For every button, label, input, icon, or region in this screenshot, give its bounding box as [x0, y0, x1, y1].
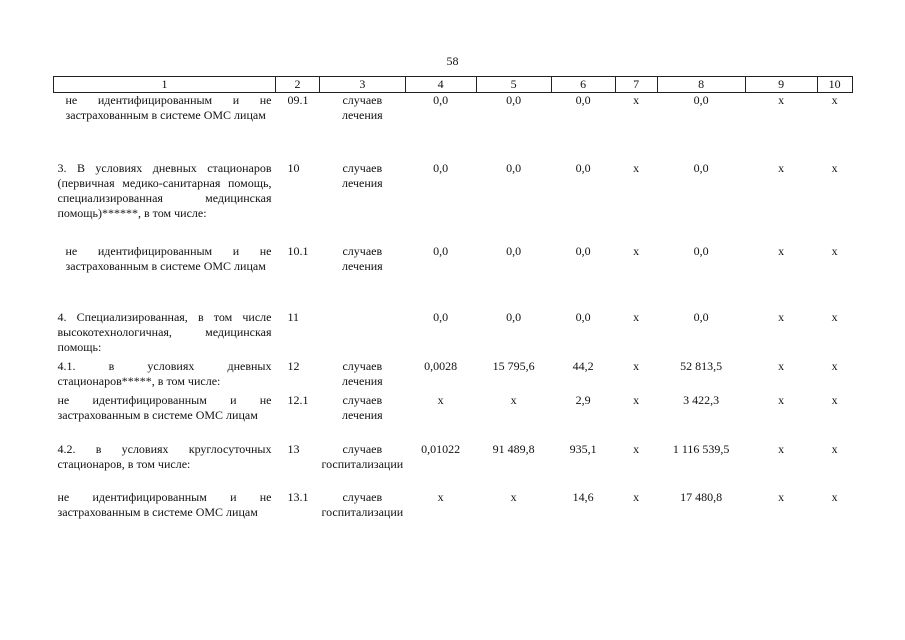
row-value: 0,0	[433, 160, 449, 175]
row-value: x	[633, 441, 640, 456]
row-value: x	[778, 392, 785, 407]
row-value: 15 795,6	[492, 358, 535, 373]
row-value: x	[633, 309, 640, 324]
row-value: x	[778, 93, 785, 107]
row-unit: случаев госпитализации	[321, 441, 404, 471]
column-header: 9	[745, 77, 817, 93]
row-description: 4.1. в условиях дневных стационаров*****, в том числе:	[57, 358, 272, 388]
column-header: 6	[551, 77, 615, 93]
row-value: 0,0	[575, 93, 591, 107]
table-row	[54, 310, 853, 359]
row-value: x	[633, 358, 640, 373]
table-row	[54, 490, 853, 538]
row-unit: случаев лечения	[341, 392, 383, 422]
row-value: 0,0	[433, 93, 449, 107]
row-code: 13	[287, 441, 300, 456]
row-code: 10	[287, 160, 300, 175]
row-unit: случаев лечения	[341, 93, 383, 122]
row-value: 0,0	[693, 160, 709, 175]
row-unit: случаев лечения	[341, 358, 383, 388]
row-description: не идентифицированным и не застрахованным в системе ОМС лицам	[65, 93, 272, 122]
table-row	[54, 161, 853, 244]
row-description: не идентифицированным и не застрахованным в системе ОМС лицам	[57, 489, 272, 519]
row-value: 44,2	[572, 358, 594, 373]
row-value: 0,0	[575, 243, 591, 258]
page-number: 58	[446, 54, 459, 68]
row-value: 91 489,8	[492, 441, 535, 456]
data-table	[53, 76, 853, 538]
row-value: x	[633, 243, 640, 258]
row-value: x	[831, 309, 838, 324]
row-value: x	[778, 160, 785, 175]
row-value: x	[510, 489, 517, 504]
table-row	[54, 393, 853, 442]
row-value: x	[633, 392, 640, 407]
row-value: x	[510, 392, 517, 407]
row-value: x	[778, 309, 785, 324]
row-value: 0,0	[693, 309, 709, 324]
row-value: x	[831, 243, 838, 258]
table-row	[54, 244, 853, 310]
row-description: 3. В условиях дневных стационаров (первичная медико-санитарная помощь, специализированная медицинская помощь)******, в том числе:	[57, 160, 272, 220]
row-value: 0,0028	[424, 358, 458, 373]
row-value: 2,9	[575, 392, 591, 407]
row-value: 0,0	[693, 243, 709, 258]
row-value: 0,0	[575, 160, 591, 175]
table-row	[54, 442, 853, 490]
row-value: x	[633, 160, 640, 175]
column-header: 2	[276, 77, 320, 93]
row-value: x	[778, 358, 785, 373]
column-header: 1	[54, 77, 276, 93]
row-value: 14,6	[572, 489, 594, 504]
row-unit: случаев лечения	[341, 160, 383, 190]
row-value: x	[831, 160, 838, 175]
row-value: 0,0	[693, 93, 709, 107]
row-value: 0,0	[433, 243, 449, 258]
row-unit: случаев лечения	[341, 243, 383, 273]
table-header-row	[54, 77, 853, 93]
row-value: 17 480,8	[680, 489, 723, 504]
row-value: 0,0	[506, 93, 522, 107]
row-value: 935,1	[569, 441, 597, 456]
row-value: x	[831, 441, 838, 456]
row-value: 0,0	[506, 160, 522, 175]
row-code: 12	[287, 358, 300, 373]
row-value: x	[831, 392, 838, 407]
row-value: x	[831, 358, 838, 373]
row-value: x	[778, 441, 785, 456]
column-header: 5	[476, 77, 551, 93]
row-value: x	[633, 93, 640, 107]
row-value: 1 116 539,5	[672, 441, 730, 456]
table-row	[54, 359, 853, 393]
row-value: x	[437, 392, 444, 407]
row-code: 11	[287, 309, 300, 324]
row-description: не идентифицированным и не застрахованным в системе ОМС лицам	[57, 392, 272, 422]
row-value: 52 813,5	[680, 358, 723, 373]
row-code: 09.1	[287, 93, 309, 107]
column-header: 8	[657, 77, 745, 93]
row-description: 4. Специализированная, в том числе высокотехнологичная, медицинская помощь:	[57, 309, 272, 354]
row-value: 0,01022	[421, 441, 461, 456]
row-value: 0,0	[575, 309, 591, 324]
row-value: 3 422,3	[683, 392, 720, 407]
row-value: x	[831, 489, 838, 504]
row-description: 4.2. в условиях круглосуточных стационаров, в том числе:	[57, 441, 272, 471]
row-code: 13.1	[287, 489, 309, 504]
row-unit	[320, 310, 406, 359]
table-row	[54, 93, 853, 161]
column-header: 7	[615, 77, 657, 93]
column-header: 10	[817, 77, 852, 93]
row-value: x	[778, 489, 785, 504]
column-header: 3	[320, 77, 406, 93]
row-code: 12.1	[287, 392, 309, 407]
row-value: x	[633, 489, 640, 504]
row-value: x	[778, 243, 785, 258]
row-value: 0,0	[506, 309, 522, 324]
row-value: x	[437, 489, 444, 504]
row-code: 10.1	[287, 243, 309, 258]
row-unit: случаев госпитализации	[321, 489, 404, 519]
row-description: не идентифицированным и не застрахованным в системе ОМС лицам	[65, 243, 272, 273]
row-value: 0,0	[506, 243, 522, 258]
row-value: 0,0	[433, 309, 449, 324]
column-header: 4	[405, 77, 476, 93]
row-value: x	[831, 93, 838, 107]
